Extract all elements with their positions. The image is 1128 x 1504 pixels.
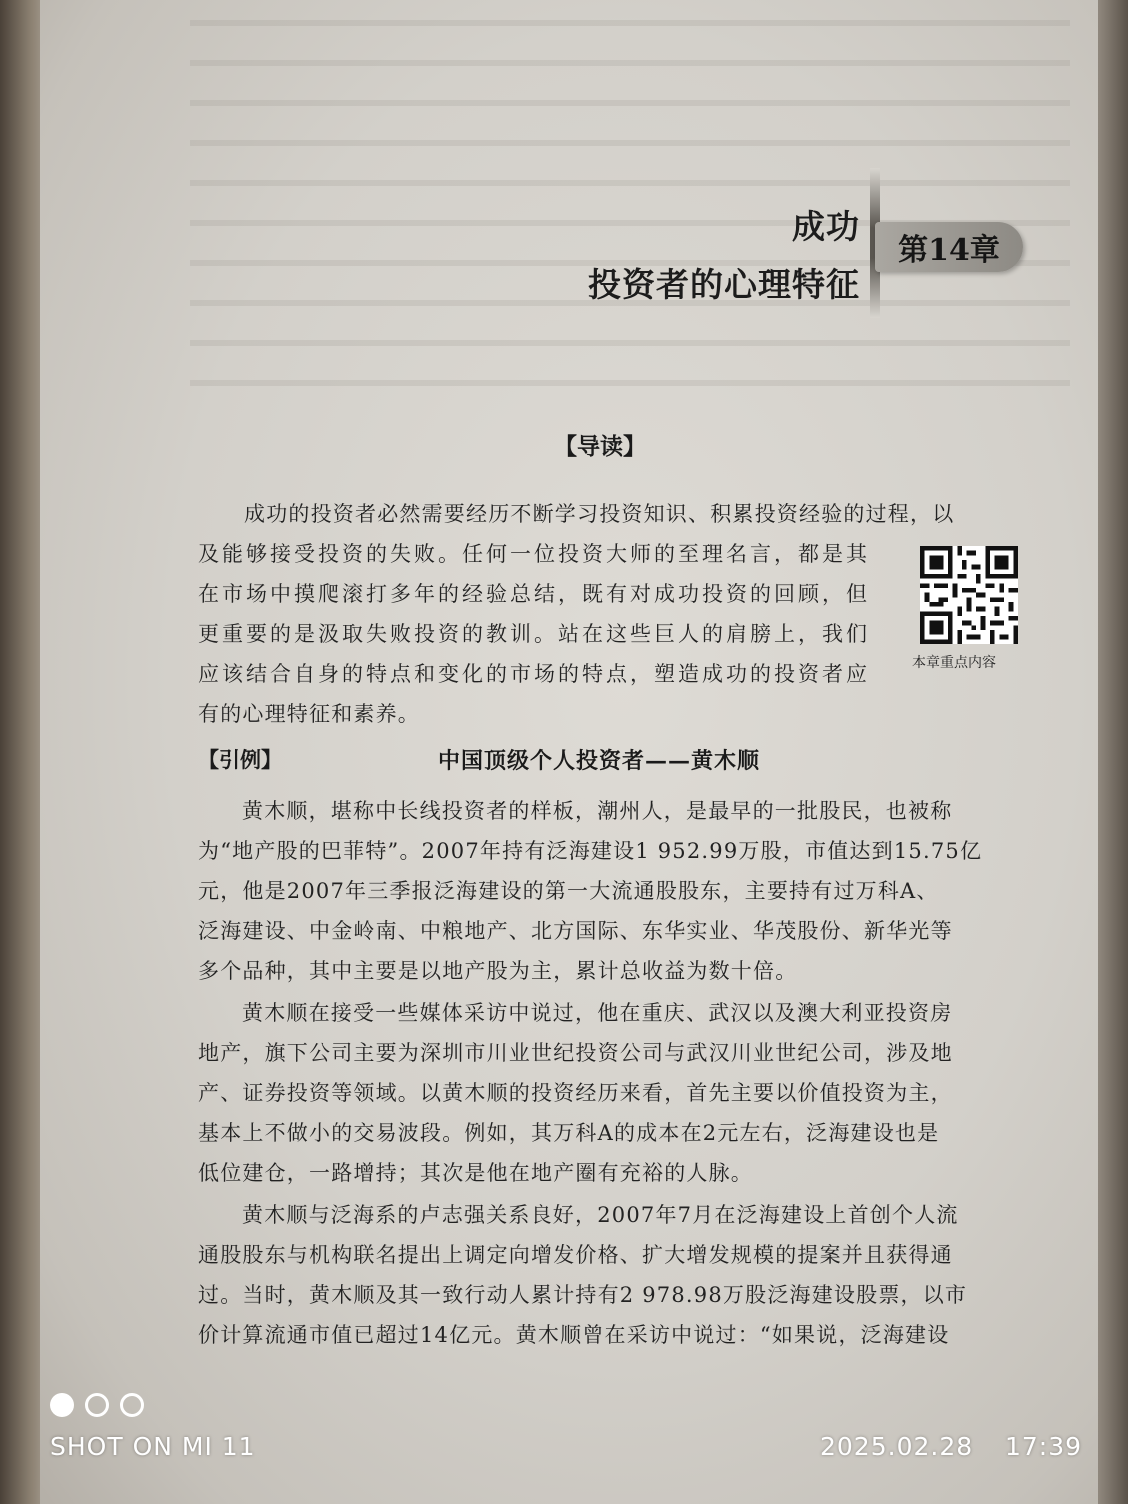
intro-paragraph <box>198 494 954 734</box>
case-line: 通股股东与机构联名提出上调定向增发价格、扩大增发规模的提案并且获得通 <box>198 1243 953 1267</box>
chapter-title-line1: 成功 <box>792 207 860 246</box>
intro-line: 在市场中摸爬滚打多年的经验总结，既有对成功投资的回顾，但 <box>198 582 870 606</box>
dot-ring-icon <box>120 1393 144 1417</box>
camera-watermark-dots <box>50 1393 144 1417</box>
intro-line: 应该结合自身的特点和变化的市场的特点，塑造成功的投资者应 <box>198 662 870 686</box>
watermark-date: 2025.02.28 <box>820 1432 974 1461</box>
case-line: 基本上不做小的交易波段。例如，其万科A的成本在2元左右，泛海建设也是 <box>198 1121 940 1145</box>
case-line: 价计算流通市值已超过14亿元。黄木顺曾在采访中说过：“如果说，泛海建设 <box>198 1323 950 1347</box>
chapter-title <box>588 198 860 314</box>
case-line: 产、证券投资等领域。以黄木顺的投资经历来看，首先主要以价值投资为主， <box>198 1081 953 1105</box>
intro-line: 更重要的是汲取失败投资的教训。站在这些巨人的肩膀上，我们 <box>198 622 870 646</box>
qr-caption: 本章重点内容 <box>912 655 996 671</box>
case-line: 元，他是2007年三季报泛海建设的第一大流通股股东，主要持有过万科A、 <box>198 879 939 903</box>
case-paragraph-3 <box>198 1195 967 1355</box>
dot-filled-icon <box>50 1393 74 1417</box>
qr-code-icon[interactable] <box>920 546 1018 644</box>
intro-heading: 【导读】 <box>554 433 646 460</box>
case-line: 为“地产股的巴菲特”。2007年持有泛海建设1 952.99万股，市值达到15.75亿 <box>198 839 983 863</box>
case-paragraph-2 <box>198 993 953 1193</box>
case-line: 黄木顺，堪称中长线投资者的样板，潮州人，是最早的一批股民，也被称 <box>242 799 953 823</box>
case-line: 泛海建设、中金岭南、中粮地产、北方国际、东华实业、华茂股份、新华光等 <box>198 919 953 943</box>
case-line: 地产，旗下公司主要为深圳市川业世纪投资公司与武汉川业世纪公司，涉及地 <box>198 1041 953 1065</box>
case-line: 黄木顺在接受一些媒体采访中说过，他在重庆、武汉以及澳大利亚投资房 <box>242 1001 953 1025</box>
watermark-time: 17:39 <box>1005 1432 1083 1461</box>
intro-line: 有的心理特征和素养。 <box>198 702 420 726</box>
chapter-number-tab: 第14章 <box>875 222 1023 272</box>
case-line: 低位建仓，一路增持；其次是他在地产圈有充裕的人脉。 <box>198 1161 753 1185</box>
case-line: 多个品种，其中主要是以地产股为主，累计总收益为数十倍。 <box>198 959 798 983</box>
case-title: 中国顶级个人投资者——黄木顺 <box>438 748 761 774</box>
case-line: 黄木顺与泛海系的卢志强关系良好，2007年7月在泛海建设上首创个人流 <box>242 1203 959 1227</box>
chapter-title-line2: 投资者的心理特征 <box>588 265 860 304</box>
intro-line: 成功的投资者必然需要经历不断学习投资知识、积累投资经验的过程，以 <box>244 502 955 526</box>
case-label: 【引例】 <box>198 747 282 772</box>
watermark-brand: SHOT ON MI 11 <box>50 1432 256 1461</box>
dot-ring-icon <box>85 1393 109 1417</box>
case-line: 过。当时，黄木顺及其一致行动人累计持有2 978.98万股泛海建设股票，以市 <box>198 1283 968 1307</box>
intro-line: 及能够接受投资的失败。任何一位投资大师的至理名言，都是其 <box>198 542 870 566</box>
case-paragraph-1 <box>198 791 982 991</box>
